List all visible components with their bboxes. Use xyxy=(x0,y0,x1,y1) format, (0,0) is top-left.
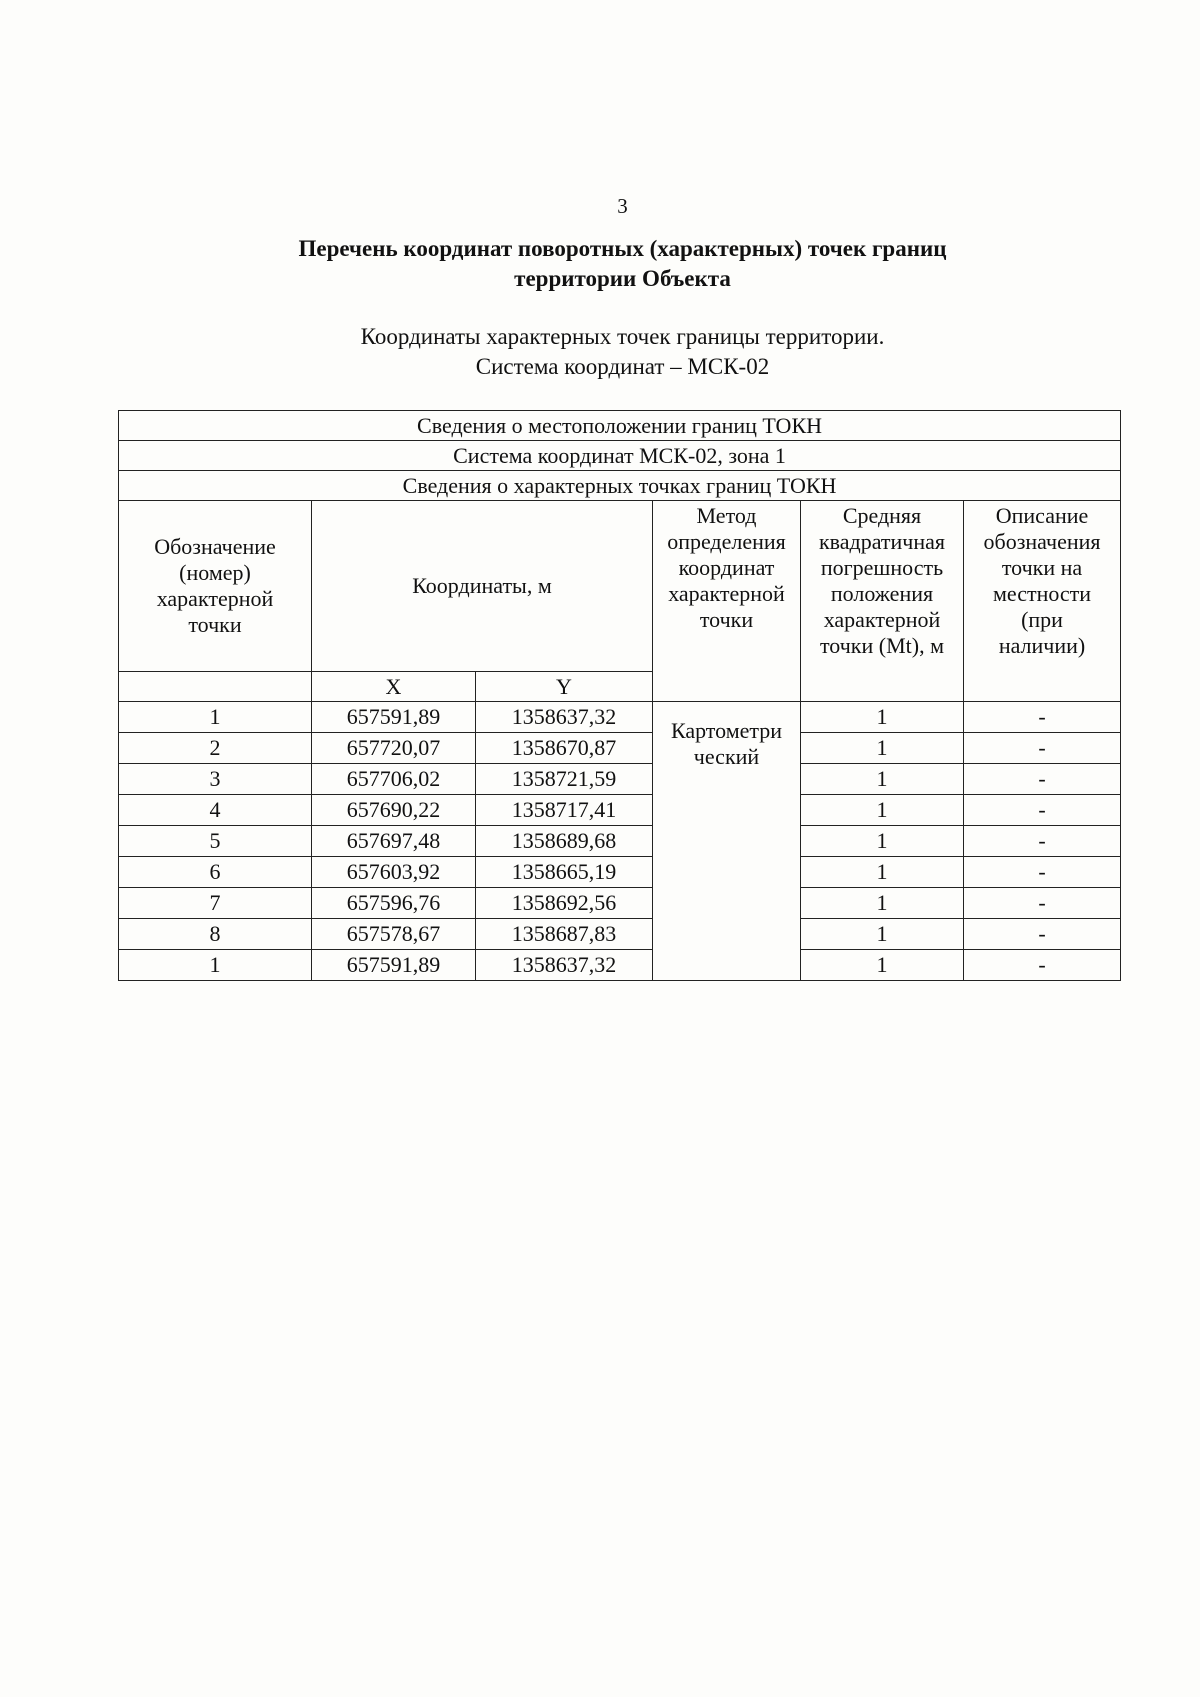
col-description-header xyxy=(964,501,1121,702)
col-accuracy-line: характерной xyxy=(823,607,941,632)
cell-y: 1358665,19 xyxy=(476,857,653,888)
cell-accuracy: 1 xyxy=(801,857,964,888)
cell-y: 1358637,32 xyxy=(476,950,653,981)
col-point-line: (номер) xyxy=(179,560,251,585)
table-row xyxy=(119,826,1121,857)
cell-point: 4 xyxy=(119,795,312,826)
cell-y: 1358689,68 xyxy=(476,826,653,857)
col-point-line: Обозначение xyxy=(154,534,276,559)
cell-point: 6 xyxy=(119,857,312,888)
cell-accuracy: 1 xyxy=(801,919,964,950)
table-header-points: Сведения о характерных точках границ ТОКН xyxy=(119,471,1121,501)
cell-x: 657578,67 xyxy=(312,919,476,950)
cell-accuracy: 1 xyxy=(801,764,964,795)
cell-y: 1358687,83 xyxy=(476,919,653,950)
cell-accuracy: 1 xyxy=(801,888,964,919)
cell-description: - xyxy=(964,888,1121,919)
table-row xyxy=(119,764,1121,795)
cell-point: 5 xyxy=(119,826,312,857)
col-description-line: Описание xyxy=(995,503,1089,528)
table-row xyxy=(119,857,1121,888)
cell-point: 7 xyxy=(119,888,312,919)
col-method-line: точки xyxy=(699,607,754,632)
col-method-line: характерной xyxy=(668,581,785,606)
cell-y: 1358692,56 xyxy=(476,888,653,919)
cell-point: 1 xyxy=(119,702,312,733)
col-accuracy-line: положения xyxy=(830,581,934,606)
cell-x: 657591,89 xyxy=(312,702,476,733)
document-subtitle xyxy=(150,322,1095,382)
coordinates-table xyxy=(118,410,1121,981)
cell-x: 657596,76 xyxy=(312,888,476,919)
title-line-1: Перечень координат поворотных (характерных) точек границ xyxy=(298,236,947,261)
cell-x: 657690,22 xyxy=(312,795,476,826)
cell-x: 657591,89 xyxy=(312,950,476,981)
subtitle-line-2: Система координат – МСК-02 xyxy=(475,354,770,379)
col-description-line: (при xyxy=(1021,607,1063,632)
cell-method xyxy=(653,702,801,981)
subtitle-line-1: Координаты характерных точек границы территории. xyxy=(360,324,885,349)
cell-y: 1358717,41 xyxy=(476,795,653,826)
col-description-line: наличии) xyxy=(998,633,1086,658)
cell-point: 1 xyxy=(119,950,312,981)
col-accuracy-line: Средняя xyxy=(842,503,922,528)
col-x-header: X xyxy=(312,672,476,702)
cell-description: - xyxy=(964,764,1121,795)
cell-y: 1358670,87 xyxy=(476,733,653,764)
table-row xyxy=(119,702,1121,733)
cell-description: - xyxy=(964,702,1121,733)
cell-accuracy: 1 xyxy=(801,950,964,981)
col-accuracy-header xyxy=(801,501,964,702)
cell-accuracy: 1 xyxy=(801,795,964,826)
cell-method-line: ческий xyxy=(693,744,760,769)
document-title xyxy=(150,234,1095,294)
cell-point: 8 xyxy=(119,919,312,950)
col-description-line: точки на xyxy=(1001,555,1083,580)
empty-cell xyxy=(119,672,312,702)
col-point-line: характерной xyxy=(156,586,274,611)
cell-description: - xyxy=(964,795,1121,826)
table-header-location: Сведения о местоположении границ ТОКН xyxy=(119,411,1121,441)
cell-accuracy: 1 xyxy=(801,702,964,733)
col-accuracy-line: точки (Mt), м xyxy=(819,633,945,658)
col-accuracy-line: квадратичная xyxy=(818,529,946,554)
cell-description: - xyxy=(964,826,1121,857)
cell-point: 2 xyxy=(119,733,312,764)
col-method-line: координат xyxy=(678,555,775,580)
cell-description: - xyxy=(964,950,1121,981)
col-coords-header: Координаты, м xyxy=(312,501,653,672)
cell-description: - xyxy=(964,733,1121,764)
col-accuracy-line: погрешность xyxy=(820,555,944,580)
table-row xyxy=(119,733,1121,764)
table-row xyxy=(119,919,1121,950)
cell-y: 1358721,59 xyxy=(476,764,653,795)
col-description-line: обозначения xyxy=(983,529,1101,554)
table-row xyxy=(119,888,1121,919)
title-line-2: территории Объекта xyxy=(514,266,731,291)
cell-method-line: Картометри xyxy=(670,718,783,743)
table-row xyxy=(119,795,1121,826)
col-y-header: Y xyxy=(476,672,653,702)
table-header-system: Система координат МСК-02, зона 1 xyxy=(119,441,1121,471)
cell-description: - xyxy=(964,919,1121,950)
cell-accuracy: 1 xyxy=(801,826,964,857)
col-method-line: определения xyxy=(667,529,786,554)
col-method-header xyxy=(653,501,801,702)
cell-x: 657697,48 xyxy=(312,826,476,857)
page-number: 3 xyxy=(617,194,628,218)
cell-y: 1358637,32 xyxy=(476,702,653,733)
cell-x: 657706,02 xyxy=(312,764,476,795)
table-row xyxy=(119,950,1121,981)
cell-description: - xyxy=(964,857,1121,888)
cell-accuracy: 1 xyxy=(801,733,964,764)
col-method-line: Метод xyxy=(696,503,757,528)
col-description-line: местности xyxy=(992,581,1092,606)
cell-x: 657720,07 xyxy=(312,733,476,764)
cell-point: 3 xyxy=(119,764,312,795)
cell-x: 657603,92 xyxy=(312,857,476,888)
col-point-header xyxy=(119,501,312,672)
col-point-line: точки xyxy=(188,612,242,637)
